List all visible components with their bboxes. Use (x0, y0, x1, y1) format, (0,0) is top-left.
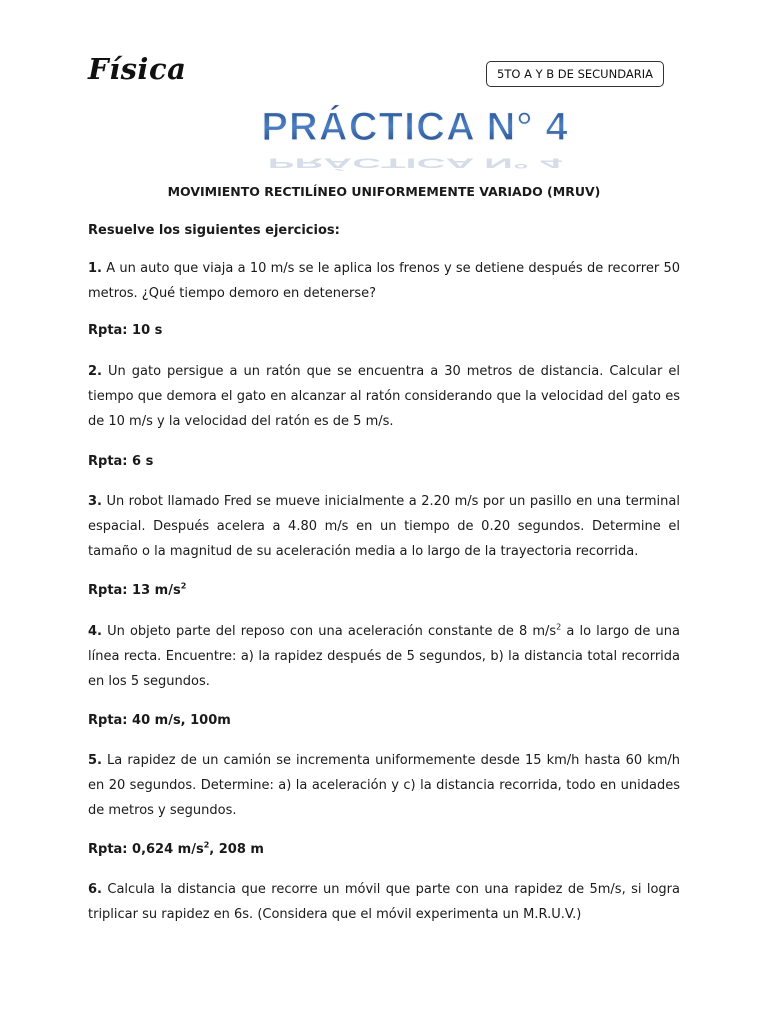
answer-text: Rpta: 0,624 m/s (88, 842, 204, 857)
practice-title-text: PRÁCTICA N° 4 (261, 105, 569, 149)
exercise-text: Calcula la distancia que recorre un móvil que parte con una rapidez de 5m/s, si logra triplicar su rapidez en 6s. (Considera que el móvil experimenta un M.R.U.V.) (88, 882, 680, 922)
exercise-text-continued: a lo largo de una línea recta. Encuentre: a) la rapidez después de 5 segundos, b) la distancia total recorrida en los 5 segundos. (88, 624, 680, 689)
answer-superscript: 2 (180, 581, 187, 591)
exercise-text: Un robot llamado Fred se mueve inicialmente a 2.20 m/s por un pasillo en una terminal espacial. Después acelera a 4.80 m/s en un tiempo de 0.20 segundos. Determine el tamaño o la magnitud de su aceleración media a lo largo de la trayectoria recorrida. (88, 494, 680, 559)
answer-3 (88, 583, 186, 598)
grade-label-box (486, 61, 664, 87)
exercise-text: Un objeto parte del reposo con una aceleración constante de 8 m/s (101, 624, 557, 639)
answer-text: Rpta: 13 m/s (88, 583, 181, 598)
answer-text-continued: , 208 m (209, 842, 264, 857)
exercise-number: 5. (88, 753, 102, 768)
exercise-number: 3. (88, 494, 102, 509)
exercise-number: 4. (88, 624, 102, 639)
answer-superscript: 2 (203, 840, 210, 850)
exercise-number: 2. (88, 364, 102, 379)
exercise-1 (88, 256, 680, 306)
exercise-superscript: 2 (556, 622, 562, 632)
answer-1: Rpta: 10 s (88, 323, 163, 338)
exercise-text: A un auto que viaja a 10 m/s se le aplica los frenos y se detiene después de recorrer 50 metros. ¿Qué tiempo demoro en detenerse? (88, 261, 680, 301)
subject-title: Física (88, 52, 187, 86)
practice-title-reflection: PRÁCTICA N° 4 (267, 155, 563, 171)
document-heading: MOVIMIENTO RECTILÍNEO UNIFORMEMENTE VARIADO (MRUV) (167, 184, 601, 199)
answer-5 (88, 842, 264, 857)
exercise-number: 1. (88, 261, 102, 276)
instructions: Resuelve los siguientes ejercicios: (88, 223, 340, 238)
exercise-6 (88, 877, 680, 927)
exercise-3 (88, 489, 680, 564)
practice-title-wordart (261, 96, 569, 171)
exercise-text: Un gato persigue a un ratón que se encuentra a 30 metros de distancia. Calcular el tiempo que demora el gato en alcanzar al ratón considerando que la velocidad del gato es de 10 m/s y la velocidad del ratón es de 5 m/s. (88, 364, 680, 429)
answer-4: Rpta: 40 m/s, 100m (88, 713, 231, 728)
exercise-5 (88, 748, 680, 823)
exercise-text: La rapidez de un camión se incrementa uniformemente desde 15 km/h hasta 60 km/h en 20 segundos. Determine: a) la aceleración y c) la distancia recorrida, todo en unidades de metros y segundos. (88, 753, 680, 818)
exercise-2 (88, 359, 680, 434)
exercise-4 (88, 619, 680, 694)
answer-2: Rpta: 6 s (88, 454, 154, 469)
exercise-number: 6. (88, 882, 102, 897)
grade-label: 5TO A Y B DE SECUNDARIA (497, 67, 653, 81)
